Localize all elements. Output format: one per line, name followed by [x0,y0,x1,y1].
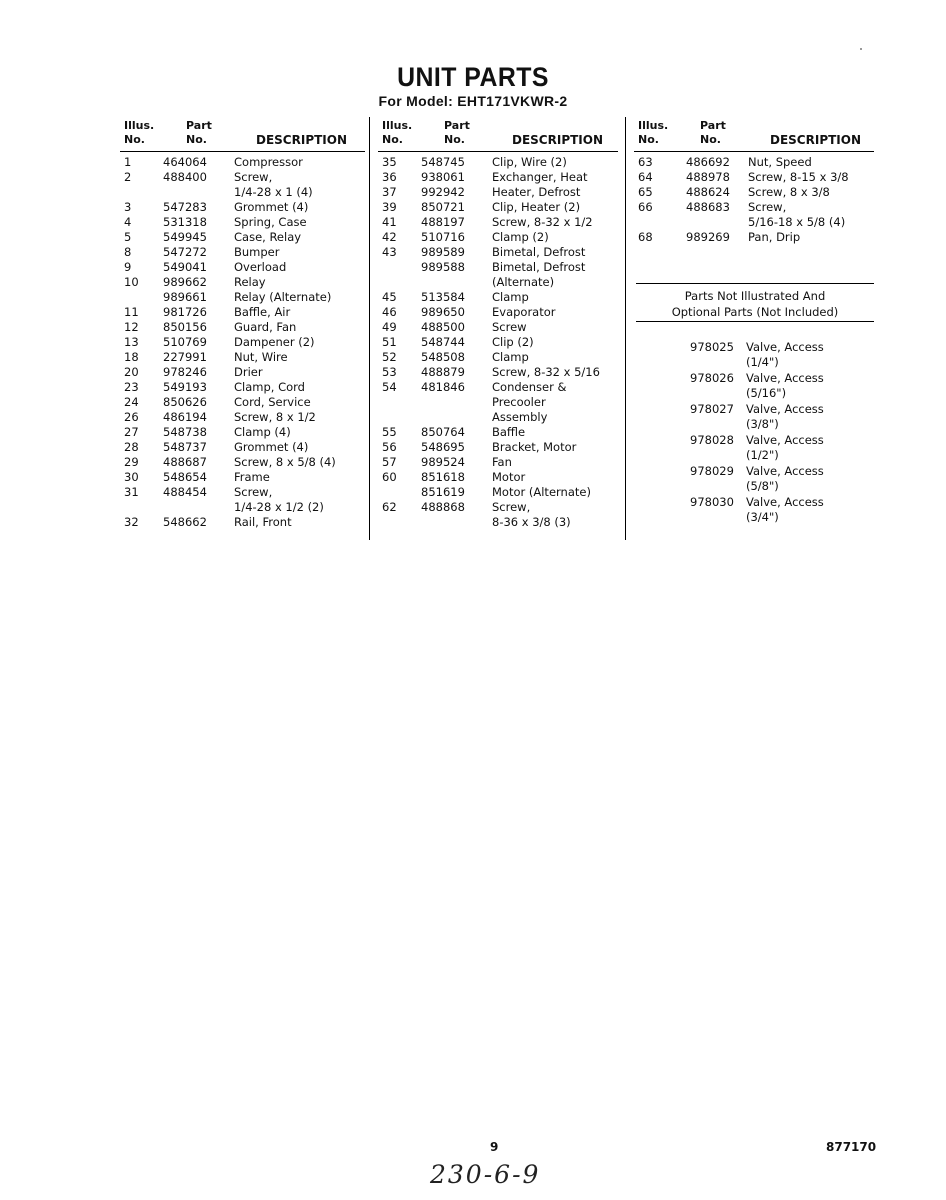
illus-number: 24 [124,395,139,409]
illus-number: 60 [382,470,397,484]
part-description: Screw, 8-15 x 3/8 [748,170,849,184]
valve-size: (3/4") [746,510,779,524]
illus-number: 42 [382,230,397,244]
part-row [120,365,365,380]
part-row [634,170,874,185]
part-row [378,170,618,185]
parts-column-3 [634,118,874,245]
part-description: Screw, [234,170,273,184]
part-description: 5/16-18 x 5/8 (4) [748,215,846,229]
part-number: 481846 [421,380,465,394]
part-row [378,245,618,260]
illus-number: 31 [124,485,139,499]
valve-row [636,464,874,494]
part-number: 486194 [163,410,207,424]
part-description: Assembly [492,410,548,424]
page-number: 9 [490,1140,499,1154]
part-row [378,155,618,170]
note-line-2: Optional Parts (Not Included) [636,305,874,322]
part-number: 464064 [163,155,207,169]
part-number: 510769 [163,335,207,349]
part-description: Rail, Front [234,515,292,529]
parts-rows [634,152,874,245]
part-row [120,380,365,395]
document-number: 877170 [826,1140,877,1154]
illus-number [120,290,163,305]
valve-row [636,371,874,401]
part-number [686,215,748,230]
part-description [746,402,824,432]
parts-column-1 [120,118,365,530]
valve-row [636,340,874,370]
illus-number: 3 [124,200,132,214]
part-description: Frame [234,470,270,484]
part-row [378,425,618,440]
page-title: UNIT PARTS [397,62,549,92]
part-number: 989589 [421,245,465,259]
part-number: 488868 [421,500,465,514]
part-row [634,200,874,215]
part-description: Grommet (4) [234,440,309,454]
part-description: Clamp [492,290,529,304]
part-description: Clamp (4) [234,425,291,439]
part-row [120,290,365,305]
part-row [378,365,618,380]
part-row [120,215,365,230]
illus-number: 53 [382,365,397,379]
part-number: 850764 [421,425,465,439]
part-row [378,500,618,515]
column-divider [369,117,370,540]
illus-number: 66 [638,200,653,214]
part-row [634,230,874,245]
illus-number: 5 [124,230,132,244]
part-number: 938061 [421,170,465,184]
part-description: Clip, Heater (2) [492,200,581,214]
part-number: 850626 [163,395,207,409]
illus-number: 55 [382,425,397,439]
valve-size: (5/16") [746,386,787,400]
part-row [120,185,365,200]
illus-number: 64 [638,170,653,184]
illus-number: 43 [382,245,397,259]
part-row [120,320,365,335]
illus-header: Illus. No. [638,119,669,146]
part-description: Screw [492,320,527,334]
part-description: Screw, 8 x 5/8 (4) [234,455,336,469]
illus-number: 9 [124,260,132,274]
part-description: Compressor [234,155,303,169]
column-header [378,118,618,152]
part-header: Part No. [186,119,212,146]
part-number: 851619 [421,485,465,499]
part-row [378,290,618,305]
illus-header: Illus. No. [382,119,413,146]
part-number: 549945 [163,230,207,244]
part-description: Overload [234,260,287,274]
illus-number: 2 [124,170,132,184]
part-row [378,260,618,275]
illus-number [120,185,163,200]
part-row [378,395,618,410]
part-description [746,371,824,401]
part-description: Nut, Wire [234,350,288,364]
part-number: 850156 [163,320,207,334]
part-description: Bracket, Motor [492,440,577,454]
valve-size: (3/8") [746,417,779,431]
part-number: 978029 [690,464,734,478]
part-number [421,395,492,410]
valve-size: (5/8") [746,479,779,493]
part-number: 488500 [421,320,465,334]
illus-number: 35 [382,155,397,169]
part-description [746,495,824,525]
illus-number: 20 [124,365,139,379]
illus-number: 11 [124,305,139,319]
part-row [378,350,618,365]
valve-row [636,495,874,525]
part-number: 981726 [163,305,207,319]
illus-number: 54 [382,380,397,394]
part-description: Clip (2) [492,335,534,349]
part-number: 548744 [421,335,465,349]
part-row [378,455,618,470]
part-number: 488454 [163,485,207,499]
part-row [634,185,874,200]
valve-size: (1/4") [746,355,779,369]
illus-number: 52 [382,350,397,364]
part-description: Evaporator [492,305,556,319]
part-description: (Alternate) [492,275,555,289]
part-number [421,275,492,290]
valve-name: Valve, Access [746,433,824,447]
illus-number: 30 [124,470,139,484]
part-number: 992942 [421,185,465,199]
valve-list [636,340,874,526]
part-number: 548745 [421,155,465,169]
illus-number: 49 [382,320,397,334]
part-number: 547272 [163,245,207,259]
part-row [378,200,618,215]
part-row [120,500,365,515]
part-row [378,380,618,395]
part-row [378,275,618,290]
part-description: Baffle [492,425,526,439]
part-number: 488624 [686,185,730,199]
part-number: 548662 [163,515,207,529]
illus-header: Illus. No. [124,119,155,146]
illus-number [634,215,686,230]
part-description: Relay [234,275,266,289]
part-row [378,215,618,230]
part-number: 548654 [163,470,207,484]
part-row [120,275,365,290]
valve-name: Valve, Access [746,340,824,354]
illus-number: 51 [382,335,397,349]
part-description: Precooler [492,395,546,409]
part-description: Fan [492,455,512,469]
part-description: Baffle, Air [234,305,291,319]
part-number: 989662 [163,275,207,289]
valve-row [636,433,874,463]
part-description: Condenser & [492,380,567,394]
part-number: 978025 [690,340,734,354]
part-row [120,335,365,350]
part-number: 850721 [421,200,465,214]
part-row [378,440,618,455]
part-description: Screw, [492,500,531,514]
part-number: 488683 [686,200,730,214]
description-header: DESCRIPTION [770,133,862,147]
valve-row [636,402,874,432]
part-number: 548737 [163,440,207,454]
part-description: Screw, [748,200,787,214]
illus-number: 37 [382,185,397,199]
part-description: Clamp (2) [492,230,549,244]
part-description: Drier [234,365,263,379]
part-number: 851618 [421,470,465,484]
part-row [378,320,618,335]
part-description: Heater, Defrost [492,185,581,199]
part-description [746,340,824,370]
illus-number: 32 [124,515,139,529]
part-row [120,260,365,275]
part-number: 978026 [690,371,734,385]
illus-number: 63 [638,155,653,169]
valve-name: Valve, Access [746,464,824,478]
part-number: 488197 [421,215,465,229]
part-number [421,515,492,530]
part-number: 548695 [421,440,465,454]
part-number: 531318 [163,215,207,229]
part-row [378,185,618,200]
part-row [634,155,874,170]
part-row [120,425,365,440]
part-number: 488400 [163,170,207,184]
part-number: 510716 [421,230,465,244]
part-number: 978246 [163,365,207,379]
illus-number: 23 [124,380,139,394]
part-row [120,395,365,410]
part-number: 989661 [163,290,207,304]
part-description: Clamp [492,350,529,364]
part-number: 989588 [421,260,465,274]
optional-parts-note [636,283,874,322]
part-description: Relay (Alternate) [234,290,332,304]
part-description: Nut, Speed [748,155,812,169]
part-description: Screw, 8-32 x 5/16 [492,365,600,379]
illus-number: 36 [382,170,397,184]
part-number: 548738 [163,425,207,439]
illus-number: 13 [124,335,139,349]
part-row [378,485,618,500]
parts-column-2 [378,118,618,530]
part-row [120,200,365,215]
illus-number: 57 [382,455,397,469]
illus-number [378,260,421,275]
part-description: Guard, Fan [234,320,297,334]
part-number [421,410,492,425]
part-row [120,440,365,455]
part-row [378,470,618,485]
illus-number [120,500,163,515]
illus-number: 39 [382,200,397,214]
column-header [120,118,365,152]
parts-rows [120,152,365,530]
illus-number: 12 [124,320,139,334]
illus-number: 68 [638,230,653,244]
part-row [120,455,365,470]
valve-size: (1/2") [746,448,779,462]
part-number: 547283 [163,200,207,214]
part-description: Cord, Service [234,395,311,409]
part-description: Exchanger, Heat [492,170,588,184]
part-header: Part No. [700,119,726,146]
part-description: Motor [492,470,526,484]
model-subtitle: For Model: EHT171VKWR-2 [378,93,568,109]
scan-speck [860,48,862,50]
illus-number: 18 [124,350,139,364]
illus-number: 41 [382,215,397,229]
part-description: Screw, 8 x 3/8 [748,185,830,199]
part-row [120,350,365,365]
part-row [378,410,618,425]
part-number [163,500,234,515]
description-header: DESCRIPTION [256,133,348,147]
part-row [120,470,365,485]
part-row [378,515,618,530]
illus-number [378,275,421,290]
illus-number: 8 [124,245,132,259]
illus-number: 26 [124,410,139,424]
part-description: Bumper [234,245,280,259]
part-description: Grommet (4) [234,200,309,214]
part-description: Screw, 8 x 1/2 [234,410,316,424]
illus-number: 28 [124,440,139,454]
valve-name: Valve, Access [746,371,824,385]
part-description: 1/4-28 x 1/2 (2) [234,500,324,514]
description-header: DESCRIPTION [512,133,604,147]
illus-number: 45 [382,290,397,304]
part-number: 978030 [690,495,734,509]
illus-number: 10 [124,275,139,289]
part-description: 8-36 x 3/8 (3) [492,515,571,529]
part-row [120,305,365,320]
column-header [634,118,874,152]
part-description: Bimetal, Defrost [492,260,586,274]
part-description: Clamp, Cord [234,380,305,394]
illus-number: 27 [124,425,139,439]
illus-number: 46 [382,305,397,319]
part-row [634,215,874,230]
part-number: 513584 [421,290,465,304]
part-number: 488978 [686,170,730,184]
part-row [120,410,365,425]
part-row [120,245,365,260]
part-row [378,335,618,350]
column-divider [625,117,626,540]
part-number: 488687 [163,455,207,469]
part-number: 989524 [421,455,465,469]
part-description: Motor (Alternate) [492,485,591,499]
illus-number: 29 [124,455,139,469]
illus-number [378,485,421,500]
handwritten-note: 230-6-9 [430,1160,541,1189]
part-row [120,515,365,530]
part-description [746,464,824,494]
part-number: 227991 [163,350,207,364]
part-row [378,305,618,320]
illus-number: 56 [382,440,397,454]
part-header: Part No. [444,119,470,146]
illus-number: 4 [124,215,132,229]
part-number [163,185,234,200]
part-number: 486692 [686,155,730,169]
part-description: Dampener (2) [234,335,315,349]
valve-name: Valve, Access [746,402,824,416]
part-row [120,485,365,500]
illus-number [378,410,421,425]
part-description: Screw, [234,485,273,499]
illus-number [378,515,421,530]
part-description: Screw, 8-32 x 1/2 [492,215,593,229]
part-description [746,433,824,463]
illus-number: 62 [382,500,397,514]
part-row [378,230,618,245]
part-number: 488879 [421,365,465,379]
note-line-1: Parts Not Illustrated And [684,289,826,303]
parts-rows [378,152,618,530]
part-number: 549041 [163,260,207,274]
part-row [120,170,365,185]
part-description: 1/4-28 x 1 (4) [234,185,313,199]
part-number: 978027 [690,402,734,416]
part-number: 548508 [421,350,465,364]
part-row [120,155,365,170]
part-description: Case, Relay [234,230,302,244]
part-description: Bimetal, Defrost [492,245,586,259]
illus-number: 1 [124,155,132,169]
part-description: Clip, Wire (2) [492,155,567,169]
part-number: 549193 [163,380,207,394]
part-description: Pan, Drip [748,230,801,244]
part-number: 978028 [690,433,734,447]
part-description: Spring, Case [234,215,307,229]
illus-number [378,395,421,410]
part-number: 989650 [421,305,465,319]
illus-number: 65 [638,185,653,199]
part-number: 989269 [686,230,730,244]
part-row [120,230,365,245]
valve-name: Valve, Access [746,495,824,509]
